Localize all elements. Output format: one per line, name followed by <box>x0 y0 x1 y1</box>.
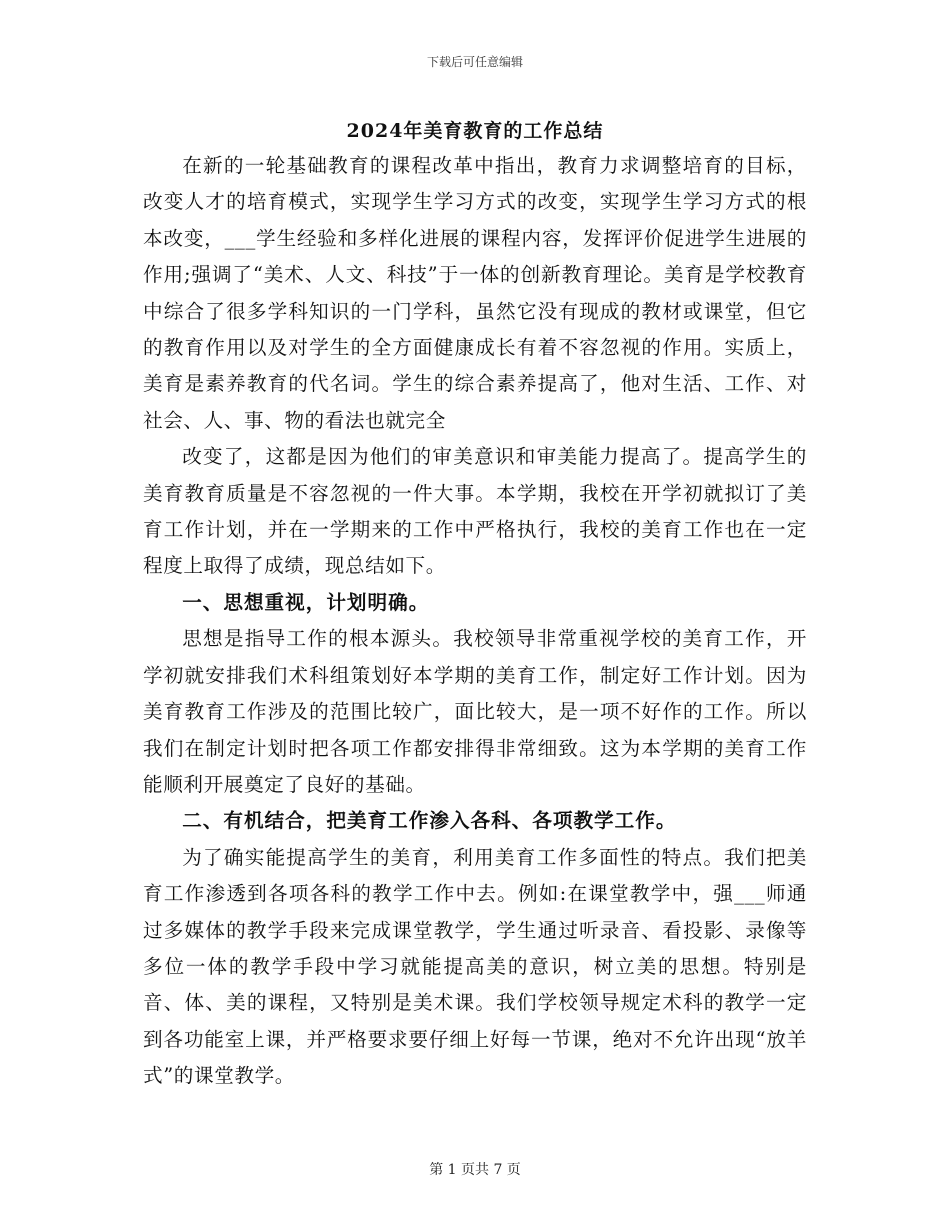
section-heading-1: 一、思想重视，计划明确。 <box>182 590 430 614</box>
section-heading-2: 二、有机结合，把美育工作渗入各科、各项教学工作。 <box>182 809 677 833</box>
page-footer: 第 1 页共 7 页 <box>429 1162 521 1178</box>
section-body-2: 为了确实能提高学生的美育，利用美育工作多面性的特点。我们把美育工作渗透到各项各科的教学工作中去。例如:在课堂教学中，强___师通过多媒体的教学手段来完成课堂教学，学生通过听录音、看投影、录像等多位一体的教学手段中学习就能提高美的意识，树立美的思想。特别是音、体、美的课程，又特别是美术课。我们学校领导规定术科的教学一定到各功能室上课，并严格要求要仔细上好每一节课，绝对不允许出现“放羊式”的课堂教学。 <box>143 845 807 1088</box>
section-body-1: 思想是指导工作的根本源头。我校领导非常重视学校的美育工作，开学初就安排我们术科组策划好本学期的美育工作，制定好工作计划。因为美育教育工作涉及的范围比较广，面比较大，是一项不好作的工作。所以我们在制定计划时把各项工作都安排得非常细致。这为本学期的美育工作能顺利开展奠定了良好的基础。 <box>143 627 807 796</box>
document-body <box>143 148 807 1095</box>
header-note: 下载后可任意编辑 <box>426 55 523 69</box>
document-title: 2024年美育教育的工作总结 <box>346 120 604 142</box>
intro-paragraph: 在新的一轮基础教育的课程改革中指出，教育力求调整培育的目标，改变人才的培育模式，实现学生学习方式的改变，实现学生学习方式的根本改变，___学生经验和多样化进展的课程内容，发挥评价促进学生进展的作用;强调了“美术、人文、科技”于一体的创新教育理论。美育是学校教育中综合了很多学科知识的一门学科，虽然它没有现成的教材或课堂，但它的教育作用以及对学生的全方面健康成长有着不容忽视的作用。实质上，美育是素养教育的代名词。学生的综合素养提高了，他对生活、工作、对社会、人、事、物的看法也就完全 <box>143 154 807 432</box>
intro-paragraph-continued: 改变了，这都是因为他们的审美意识和审美能力提高了。提高学生的美育教育质量是不容忽视的一件大事。本学期，我校在开学初就拟订了美育工作计划，并在一学期来的工作中严格执行，我校的美育工作也在一定程度上取得了成绩，现总结如下。 <box>143 445 807 578</box>
